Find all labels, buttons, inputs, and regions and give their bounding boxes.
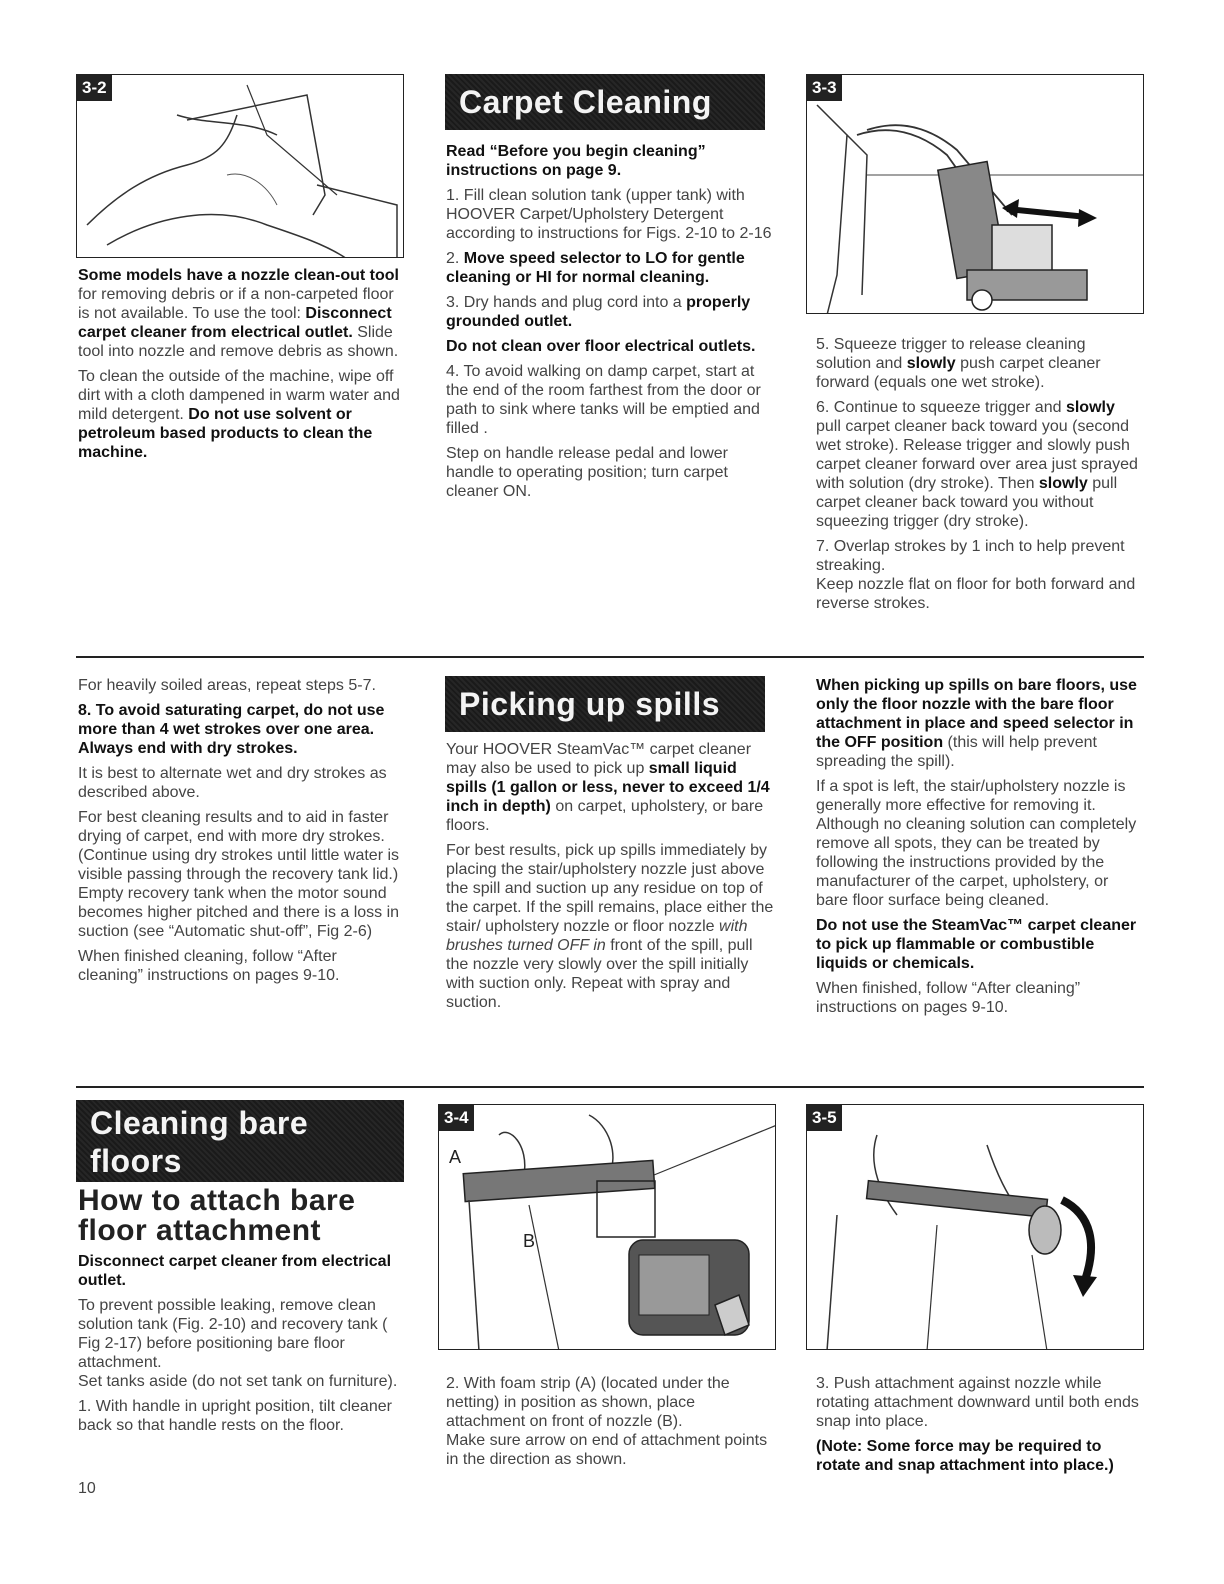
bare-floor-spill-paragraph: When picking up spills on bare floors, use only the floor nozzle with the bare floor attachment in place and speed selector in the OFF position (this will help prevent spreading the spill). [816, 677, 1137, 770]
disconnect-note: Disconnect carpet cleaner from electrical outlet. [78, 1253, 392, 1289]
column-1-bot-text [78, 1252, 406, 1441]
column-2-top-text [446, 142, 776, 507]
marker-b: B [523, 1231, 536, 1251]
spill-intro-paragraph: Your HOOVER SteamVac™ carpet cleaner may also be used to pick up small liquid spills (1 gallon or less, never to exceed 1/4 inch in depth) on carpet, upholstery, or bare floors. [446, 741, 770, 834]
column-3-mid-text [816, 676, 1144, 1023]
handle-release-step: Step on handle release pedal and lower handle to operating position; turn carpet cleaner ON. [446, 445, 728, 500]
section-divider-2 [76, 1086, 1144, 1088]
figure-label: 3-3 [807, 75, 842, 101]
figure-label: 3-2 [77, 75, 112, 101]
column-1-top-text [78, 266, 406, 468]
step-5: 5. Squeeze trigger to release cleaning solution and slowly push carpet cleaner forward (equals one wet stroke). [816, 336, 1101, 391]
best-results-paragraph: For best cleaning results and to aid in faster drying of carpet, end with more dry strokes. (Continue using dry strokes until little water is visible passing through the recovery tank lid.) Empty recovery tank when the motor sound becomes higher pitched and there is a loss in suction (see “Automatic shut-off”, Fig 2-6) [78, 809, 400, 940]
step-6: 6. Continue to squeeze trigger and slowly pull carpet cleaner back toward you (second wet stroke). Release trigger and slowly push carpet cleaner forward over area just sprayed with solution (dry stroke). Then slowly pull carpet cleaner back toward you without squeezing trigger (dry stroke). [816, 399, 1138, 530]
step-3: 3. Dry hands and plug cord into a properly grounded outlet. [446, 294, 751, 330]
carpet-cleaner-stroke-illustration [807, 75, 1144, 314]
step-8: 8. To avoid saturating carpet, do not use more than 4 wet strokes over one area. Always end with dry strokes. [78, 702, 385, 757]
step-1: 1. Fill clean solution tank (upper tank) with HOOVER Carpet/Upholstery Detergent according to instructions for Figs. 2-10 to 2-16 [446, 187, 772, 242]
spill-finished-paragraph: When finished, follow “After cleaning” instructions on pages 9-10. [816, 980, 1081, 1016]
exterior-cleaning-paragraph: To clean the outside of the machine, wipe off dirt with a cloth dampened in warm water and mild detergent. Do not use solvent or petroleum based products to clean the machine. [78, 368, 400, 461]
figure-label: 3-4 [439, 1105, 474, 1131]
attach-bare-floor-heading: How to attach bare floor attachment [78, 1184, 356, 1247]
when-finished-paragraph: When finished cleaning, follow “After cleaning” instructions on pages 9-10. [78, 948, 340, 984]
step-2: 2. Move speed selector to LO for gentle cleaning or HI for normal cleaning. [446, 250, 745, 286]
bare-step-1: 1. With handle in upright position, tilt cleaner back so that handle rests on the floor. [78, 1398, 392, 1434]
column-2-bot-text [446, 1374, 776, 1475]
prevent-leaking-paragraph: To prevent possible leaking, remove clean solution tank (Fig. 2-10) and recovery tank ( Fig 2-17) before positioning bare floor attachment. Set tanks aside (do not set tank on furniture). [78, 1297, 398, 1390]
marker-a: A [449, 1147, 462, 1167]
spill-procedure-paragraph: For best results, pick up spills immediately by placing the stair/upholstery nozzle just above the spill and suction up any residue on top of the carpet. If the spill remains, place either the stair/ upholstery nozzle or floor nozzle with brushes turned OFF in front of the spill, pull the nozzle very slowly over the spill initially with suction only. Repeat with spray and suction. [446, 842, 774, 1011]
nozzle-tool-paragraph: Some models have a nozzle clean-out tool for removing debris or if a non-carpeted floor is not available. To use the tool: Disconnect carpet cleaner from electrical outlet. Slide tool into nozzle and remove debris as shown. [78, 267, 399, 360]
figure-label: 3-5 [807, 1105, 842, 1131]
figure-3-5 [806, 1104, 1144, 1350]
figure-3-3 [806, 74, 1144, 314]
picking-up-spills-banner: Picking up spills [445, 676, 765, 732]
force-note: (Note: Some force may be required to rotate and snap attachment into place.) [816, 1438, 1114, 1474]
figure-3-4 [438, 1104, 776, 1350]
attachment-placement-illustration [439, 1105, 776, 1350]
page-number: 10 [78, 1480, 96, 1497]
column-2-mid-text [446, 740, 776, 1018]
alternate-strokes-paragraph: It is best to alternate wet and dry strokes as described above. [78, 765, 387, 801]
read-before-note: Read “Before you begin cleaning” instructions on page 9. [446, 143, 706, 179]
step-7: 7. Overlap strokes by 1 inch to help prevent streaking. Keep nozzle flat on floor for both forward and reverse strokes. [816, 538, 1136, 612]
step-4: 4. To avoid walking on damp carpet, start at the end of the room farthest from the door or path to sink where tanks will be emptied and filled . [446, 363, 761, 437]
spot-left-paragraph: If a spot is left, the stair/upholstery nozzle is generally more effective for removing it. Although no cleaning solution can completely remove all spots, they can be treated by following the instructions provided by the manufacturer of the carpet, upholstery, or bare floor surface being cleaned. [816, 778, 1137, 909]
section-divider-1 [76, 656, 1144, 658]
attachment-snap-illustration [807, 1105, 1144, 1350]
carpet-cleaning-banner: Carpet Cleaning [445, 74, 765, 130]
column-3-bot-text [816, 1374, 1144, 1481]
outlet-warning: Do not clean over floor electrical outlets. [446, 338, 756, 355]
heavily-soiled-paragraph: For heavily soiled areas, repeat steps 5-7. [78, 677, 376, 694]
flammable-warning: Do not use the SteamVac™ carpet cleaner to pick up flammable or combustible liquids or chemicals. [816, 917, 1137, 972]
nozzle-cleanout-illustration [77, 75, 404, 258]
bare-step-3: 3. Push attachment against nozzle while rotating attachment downward until both ends snap into place. [816, 1375, 1139, 1430]
column-3-top-text [816, 335, 1144, 619]
column-1-mid-text [78, 676, 406, 991]
bare-step-2: 2. With foam strip (A) (located under the netting) in position as shown, place attachment on front of nozzle (B). Make sure arrow on end of attachment points in the direction as shown. [446, 1375, 768, 1468]
cleaning-bare-floors-banner: Cleaning bare floors [76, 1100, 404, 1182]
figure-3-2 [76, 74, 404, 258]
